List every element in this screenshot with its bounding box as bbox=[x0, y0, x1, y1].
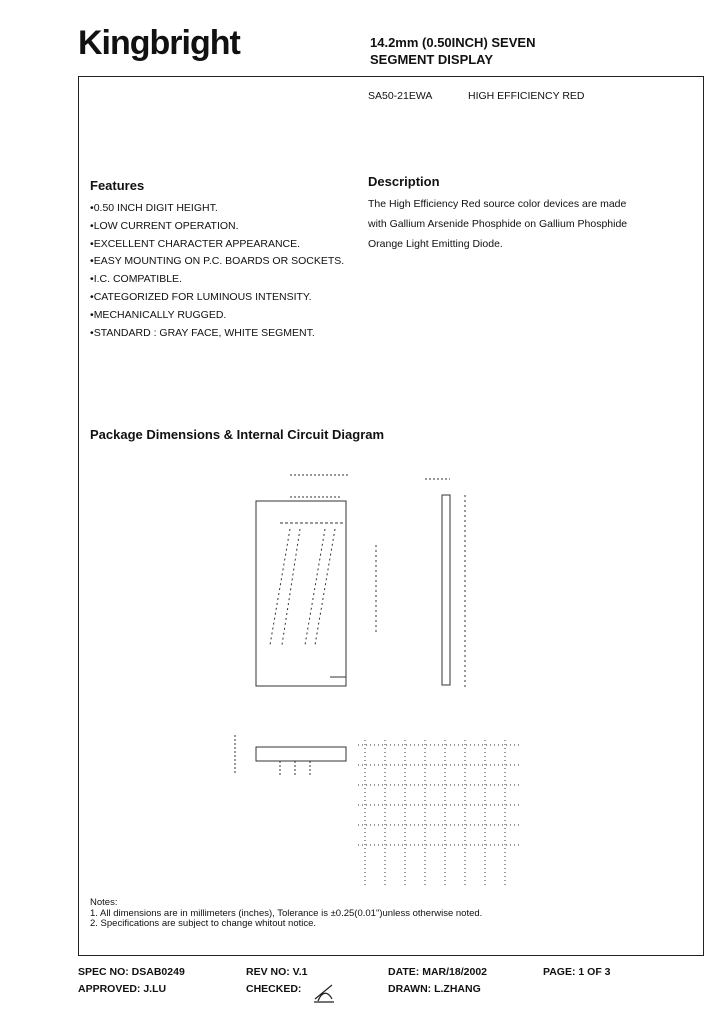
features-list bbox=[90, 200, 344, 342]
notes-title: Notes: bbox=[90, 897, 118, 908]
digit-right-segment bbox=[315, 529, 335, 645]
internal-circuit-grid bbox=[358, 740, 520, 885]
digit-inner-segment bbox=[282, 529, 300, 645]
display-bottom-outline bbox=[256, 747, 346, 761]
package-heading: Package Dimensions & Internal Circuit Diagram bbox=[90, 427, 385, 442]
feature-item: • EASY MOUNTING ON P.C. BOARDS OR SOCKETS. bbox=[90, 253, 344, 271]
feature-item: • MECHANICALLY RUGGED. bbox=[90, 307, 344, 325]
description-text bbox=[368, 194, 628, 254]
features-heading: Features bbox=[90, 178, 145, 193]
note-line: 1. All dimensions are in millimeters (inches), Tolerance is ±0.25(0.01")unless otherwise noted. bbox=[90, 907, 483, 919]
description-line: Orange Light Emitting Diode. bbox=[368, 238, 503, 250]
package-dimensions-diagram bbox=[220, 465, 530, 890]
signature-mark-icon bbox=[312, 981, 336, 1003]
spec-number: SPEC NO: DSAB0249 bbox=[78, 966, 185, 978]
title-line-2: SEGMENT DISPLAY bbox=[370, 52, 494, 67]
digit-inner-segment bbox=[305, 529, 325, 645]
emitting-color: HIGH EFFICIENCY RED bbox=[468, 90, 585, 102]
page-number: PAGE: 1 OF 3 bbox=[543, 966, 611, 978]
revision-number: REV NO: V.1 bbox=[246, 966, 308, 978]
approved-by: APPROVED: J.LU bbox=[78, 983, 167, 995]
feature-item: • 0.50 INCH DIGIT HEIGHT. bbox=[90, 200, 344, 218]
notes-block bbox=[90, 898, 482, 930]
description-line: The High Efficiency Red source color devices are made bbox=[368, 198, 627, 210]
description-line: with Gallium Arsenide Phosphide on Gallium Phosphide bbox=[368, 218, 628, 230]
feature-item: • EXCELLENT CHARACTER APPEARANCE. bbox=[90, 236, 344, 254]
display-front-outline bbox=[256, 501, 346, 686]
feature-item: • LOW CURRENT OPERATION. bbox=[90, 218, 344, 236]
display-side-outline bbox=[442, 495, 450, 685]
kingbright-logo: Kingbright bbox=[78, 24, 240, 62]
digit-left-segment bbox=[270, 529, 290, 645]
note-line: 2. Specifications are subject to change whitout notice. bbox=[90, 918, 317, 929]
checked-by: CHECKED: bbox=[246, 983, 302, 995]
part-number: SA50-21EWA bbox=[368, 90, 433, 102]
feature-item: • STANDARD : GRAY FACE, WHITE SEGMENT. bbox=[90, 325, 344, 343]
document-title bbox=[370, 34, 535, 68]
feature-item: • CATEGORIZED FOR LUMINOUS INTENSITY. bbox=[90, 289, 344, 307]
description-heading: Description bbox=[368, 174, 440, 189]
title-line-1: 14.2mm (0.50INCH) SEVEN bbox=[370, 35, 536, 50]
document-date: DATE: MAR/18/2002 bbox=[388, 966, 488, 978]
feature-item: • I.C. COMPATIBLE. bbox=[90, 271, 344, 289]
drawn-by: DRAWN: L.ZHANG bbox=[388, 983, 481, 995]
